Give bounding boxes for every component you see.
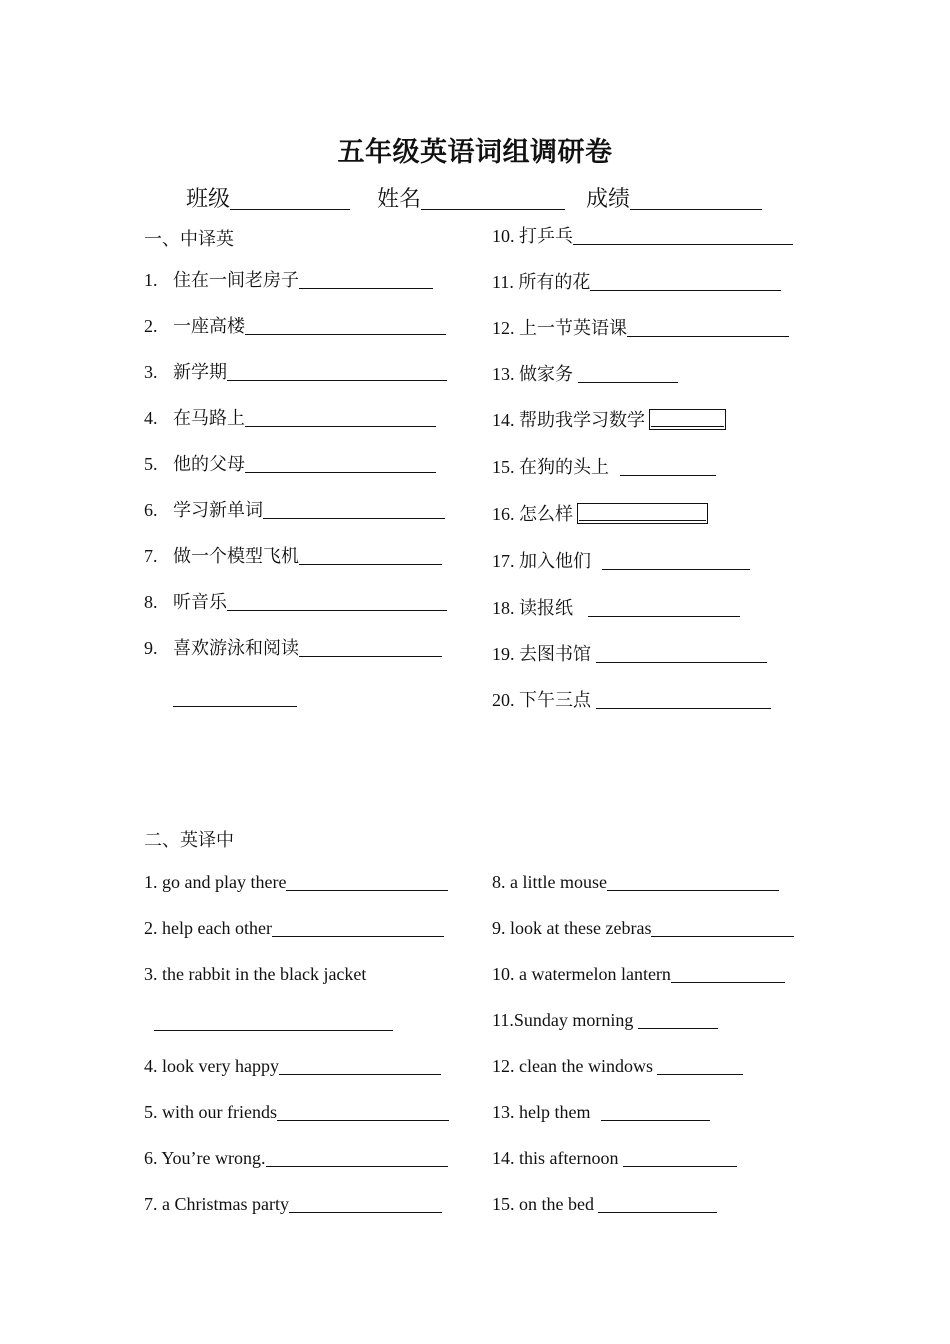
item-text: 住在一间老房子 bbox=[173, 270, 299, 290]
item-number: 3. bbox=[144, 362, 158, 382]
item-text: this afternoon bbox=[519, 1148, 619, 1168]
item-number: 1. bbox=[144, 270, 158, 290]
answer-blank[interactable] bbox=[245, 452, 436, 473]
item-text: 上一节英语课 bbox=[519, 318, 627, 338]
item-text: You’re wrong. bbox=[161, 1148, 266, 1168]
section1-title: 一、中译英 bbox=[144, 229, 234, 249]
item-number: 6. bbox=[144, 500, 158, 520]
item-text: 听音乐 bbox=[173, 592, 227, 612]
answer-box[interactable] bbox=[649, 409, 726, 430]
item-text: clean the windows bbox=[519, 1056, 653, 1076]
answer-blank[interactable] bbox=[607, 870, 779, 891]
item-number: 8. bbox=[144, 592, 158, 612]
item-number: 9. bbox=[492, 918, 506, 938]
answer-blank[interactable] bbox=[623, 1146, 737, 1167]
answer-box[interactable] bbox=[577, 503, 708, 524]
list-item bbox=[492, 688, 771, 712]
item-text: a watermelon lantern bbox=[519, 964, 671, 984]
answer-blank[interactable] bbox=[227, 590, 447, 611]
list-item bbox=[492, 224, 793, 248]
answer-blank[interactable] bbox=[596, 688, 771, 709]
list-item bbox=[144, 314, 446, 338]
item-number: 16. bbox=[492, 504, 515, 524]
list-item bbox=[144, 268, 433, 292]
answer-blank[interactable] bbox=[590, 270, 781, 291]
answer-blank[interactable] bbox=[620, 455, 716, 476]
item-text: 在马路上 bbox=[173, 408, 245, 428]
item-text: 学习新单词 bbox=[173, 500, 263, 520]
list-item bbox=[144, 636, 442, 660]
item-text: 新学期 bbox=[173, 362, 227, 382]
list-item bbox=[492, 270, 781, 294]
item-number: 11. bbox=[492, 1010, 514, 1030]
item-number: 19. bbox=[492, 644, 515, 664]
item-text: help them bbox=[519, 1102, 591, 1122]
answer-blank[interactable] bbox=[602, 549, 750, 570]
item-text: 读报纸 bbox=[519, 598, 573, 618]
item-text: a little mouse bbox=[510, 872, 607, 892]
item-number: 10. bbox=[492, 226, 515, 246]
item-text: look at these zebras bbox=[510, 918, 652, 938]
list-item bbox=[144, 870, 448, 894]
answer-blank[interactable] bbox=[299, 268, 433, 289]
item-text: 打乒乓 bbox=[519, 226, 573, 246]
list-item bbox=[492, 455, 716, 479]
list-item bbox=[492, 316, 789, 340]
item-text: help each other bbox=[162, 918, 272, 938]
answer-blank[interactable] bbox=[671, 962, 785, 983]
item-text: 怎么样 bbox=[519, 504, 573, 524]
item-number: 1. bbox=[144, 872, 158, 892]
item-number: 2. bbox=[144, 918, 158, 938]
answer-blank[interactable] bbox=[598, 1192, 717, 1213]
item-number: 18. bbox=[492, 598, 515, 618]
item-text: look very happy bbox=[162, 1056, 279, 1076]
answer-blank[interactable] bbox=[272, 916, 444, 937]
item-number: 8. bbox=[492, 872, 506, 892]
answer-blank[interactable] bbox=[299, 544, 442, 565]
item-text: 在狗的头上 bbox=[519, 457, 609, 477]
answer-blank[interactable] bbox=[596, 642, 767, 663]
item-number: 14. bbox=[492, 1148, 515, 1168]
answer-blank[interactable] bbox=[266, 1146, 448, 1167]
list-item bbox=[492, 916, 794, 940]
answer-blank[interactable] bbox=[578, 362, 678, 383]
answer-blank[interactable] bbox=[299, 636, 442, 657]
list-item bbox=[492, 1100, 710, 1124]
item-number: 9. bbox=[144, 638, 158, 658]
item-text: 他的父母 bbox=[173, 454, 245, 474]
list-item bbox=[492, 1054, 743, 1078]
list-item bbox=[492, 596, 740, 620]
list-item bbox=[492, 1192, 717, 1216]
answer-blank[interactable] bbox=[263, 498, 445, 519]
page-title: 五年级英语词组调研卷 bbox=[337, 137, 613, 167]
score-blank[interactable] bbox=[630, 187, 762, 210]
list-item bbox=[492, 1008, 718, 1032]
list-item bbox=[492, 1146, 737, 1170]
list-item bbox=[492, 549, 750, 573]
item-number: 6. bbox=[144, 1148, 158, 1168]
item-text: the rabbit in the black jacket bbox=[162, 964, 367, 984]
item-number: 17. bbox=[492, 551, 515, 571]
item-text: with our friends bbox=[162, 1102, 277, 1122]
class-label: 班级 bbox=[186, 186, 231, 211]
item-number: 10. bbox=[492, 964, 515, 984]
list-item bbox=[144, 1192, 442, 1216]
item-text: 加入他们 bbox=[519, 551, 591, 571]
item-text: a Christmas party bbox=[162, 1194, 289, 1214]
list-item bbox=[144, 498, 445, 522]
item-number: 14. bbox=[492, 410, 515, 430]
answer-blank[interactable] bbox=[627, 316, 789, 337]
item-text: 帮助我学习数学 bbox=[519, 410, 645, 430]
item-number: 13. bbox=[492, 364, 515, 384]
class-field[interactable] bbox=[186, 182, 350, 213]
list-item bbox=[144, 360, 447, 384]
list-item bbox=[144, 962, 366, 986]
answer-blank[interactable] bbox=[573, 224, 793, 245]
name-field[interactable] bbox=[377, 182, 565, 213]
item-number: 15. bbox=[492, 457, 515, 477]
list-item bbox=[492, 642, 767, 666]
answer-blank-continuation[interactable] bbox=[154, 1010, 393, 1034]
answer-blank[interactable] bbox=[651, 916, 794, 937]
list-item bbox=[492, 502, 708, 526]
item-number: 20. bbox=[492, 690, 515, 710]
item-text: 喜欢游泳和阅读 bbox=[173, 638, 299, 658]
answer-blank[interactable] bbox=[657, 1054, 743, 1075]
answer-blank[interactable] bbox=[277, 1100, 449, 1121]
answer-blank[interactable] bbox=[245, 406, 436, 427]
item-text: 一座高楼 bbox=[173, 316, 245, 336]
name-blank[interactable] bbox=[421, 187, 565, 210]
item-number: 7. bbox=[144, 1194, 158, 1214]
score-label: 成绩 bbox=[586, 186, 631, 211]
list-item bbox=[144, 406, 436, 430]
answer-blank[interactable] bbox=[638, 1008, 718, 1029]
list-item bbox=[144, 916, 444, 940]
list-item bbox=[144, 590, 447, 614]
item-number: 2. bbox=[144, 316, 158, 336]
list-item bbox=[492, 362, 678, 386]
item-number: 4. bbox=[144, 1056, 158, 1076]
answer-blank[interactable] bbox=[227, 360, 447, 381]
item-text: 做家务 bbox=[519, 364, 573, 384]
item-text: go and play there bbox=[162, 872, 287, 892]
list-item bbox=[144, 1100, 449, 1124]
item-text: 去图书馆 bbox=[519, 644, 591, 664]
answer-blank[interactable] bbox=[286, 870, 448, 891]
answer-blank[interactable] bbox=[289, 1192, 442, 1213]
list-item bbox=[144, 1146, 448, 1170]
item-number: 5. bbox=[144, 454, 158, 474]
item-text: on the bed bbox=[519, 1194, 594, 1214]
list-item bbox=[144, 1054, 441, 1078]
list-item bbox=[144, 544, 442, 568]
item-number: 15. bbox=[492, 1194, 515, 1214]
list-item bbox=[492, 870, 779, 894]
item-text: 做一个模型飞机 bbox=[173, 546, 299, 566]
item-number: 7. bbox=[144, 546, 158, 566]
item-number: 3. bbox=[144, 964, 158, 984]
list-item bbox=[144, 452, 436, 476]
item-text: 所有的花 bbox=[518, 272, 591, 292]
score-field[interactable] bbox=[586, 182, 762, 213]
item-number: 12. bbox=[492, 1056, 515, 1076]
section2-title: 二、英译中 bbox=[144, 830, 234, 850]
item-text: 下午三点 bbox=[519, 690, 591, 710]
answer-blank[interactable] bbox=[154, 1010, 393, 1031]
item-text: Sunday morning bbox=[513, 1010, 634, 1030]
class-blank[interactable] bbox=[230, 187, 350, 210]
answer-blank[interactable] bbox=[588, 596, 740, 617]
list-item bbox=[492, 408, 726, 432]
answer-blank-continuation[interactable] bbox=[173, 686, 297, 710]
answer-blank[interactable] bbox=[245, 314, 446, 335]
name-label: 姓名 bbox=[377, 186, 422, 211]
answer-blank[interactable] bbox=[601, 1100, 710, 1121]
list-item bbox=[492, 962, 785, 986]
item-number: 11. bbox=[492, 272, 514, 292]
item-number: 5. bbox=[144, 1102, 158, 1122]
answer-blank[interactable] bbox=[279, 1054, 441, 1075]
item-number: 12. bbox=[492, 318, 515, 338]
item-number: 4. bbox=[144, 408, 158, 428]
item-number: 13. bbox=[492, 1102, 515, 1122]
answer-blank[interactable] bbox=[173, 686, 297, 707]
